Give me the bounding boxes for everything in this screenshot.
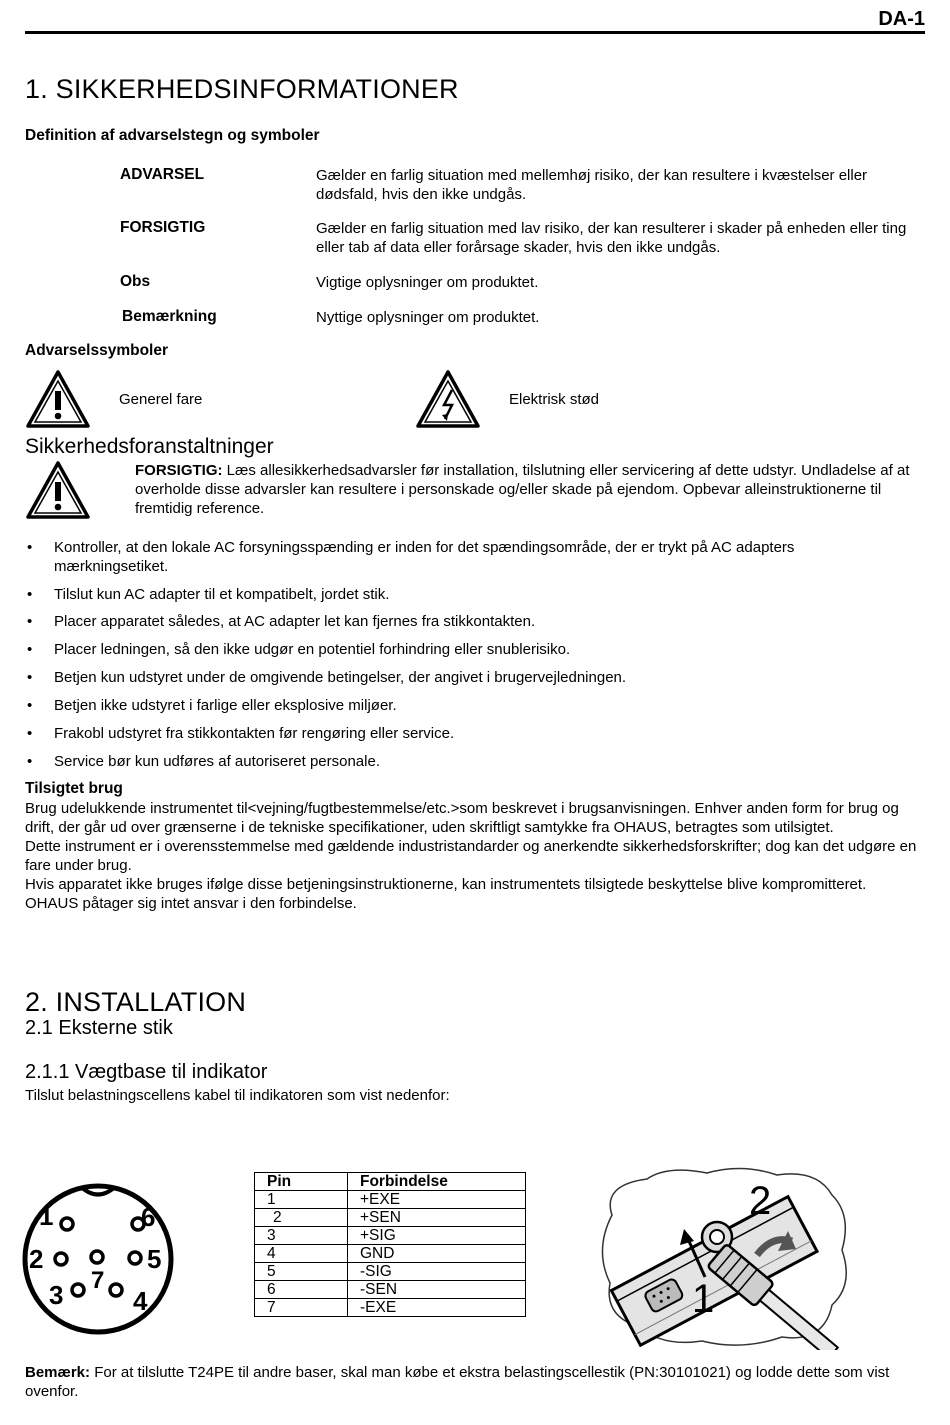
list-item: • Service bør kun udføres af autoriseret personale. [25,752,905,771]
connection-photo-illustration [592,1165,852,1350]
table-row [255,1227,526,1245]
connector-pin-5: 5 [147,1244,162,1274]
electric-shock-label: Elektrisk stød [509,391,600,408]
table-cell-connection: +SIG [348,1227,526,1245]
definition-term-forsigtig: FORSIGTIG [120,219,206,236]
note-label: Bemærk: [25,1364,91,1381]
table-cell-pin: 6 [255,1281,348,1299]
electric-shock-icon [415,369,481,429]
page-id: DA-1 [878,8,925,30]
definition-desc-advarsel: Gælder en farlig situation med mellemhøj risiko, der kan resultere i kvæstelser eller dødsfald, hvis den ikke undgås. [316,167,868,203]
list-item: • Placer apparatet således, at AC adapter let kan fjernes fra stikkontakten. [25,612,905,631]
list-item: • Tilslut kun AC adapter til et kompatibelt, jordet stik. [25,585,905,604]
definition-term-obs: Obs [120,273,151,290]
table-cell-connection: +EXE [348,1191,526,1209]
general-hazard-label: Generel fare [119,391,203,408]
caution-text: Læs allesikkerhedsadvarsler før installation, tilslutning eller servicering af dette udstyr. Undladelse af at overholde disse advarsler kan resultere i personskade og/eller skade på ejendom. Opbevar alleinstruktionerne til fremtidig reference. [135,462,910,517]
definition-desc-obs: Vigtige oplysninger om produktet. [316,274,539,291]
connector-pin-6: 6 [141,1202,156,1232]
table-header-row [255,1173,526,1191]
table-cell-connection: GND [348,1245,526,1263]
list-item: • Placer ledningen, så den ikke udgør en potentiel forhindring eller snublerisiko. [25,640,905,659]
table-row [255,1299,526,1317]
intended-use-paragraph-3: Hvis apparatet ikke bruges ifølge disse betjeningsinstruktionerne, kan instrumentets tilsigtede beskyttelse blive kompromitteret. OHAUS påtager sig intet ansvar i den forbindelse. [25,876,867,912]
definition-desc-bemaerkning: Nyttige oplysninger om produktet. [316,309,540,326]
pin-table [254,1172,526,1317]
table-cell-connection: +SEN [348,1209,526,1227]
caution-paragraph [135,461,925,518]
definitions-heading: Definition af advarselstegn og symboler [25,127,320,144]
definition-desc-forsigtig: Gælder en farlig situation med lav risiko, der kan resulterer i skader på enheden eller ting eller tab af data eller forårsage skader, hvis den ikke undgås. [316,220,907,256]
caution-hazard-icon [25,460,91,520]
photo-step-2: 2 [749,1179,772,1223]
table-row [255,1281,526,1299]
photo-step-1: 1 [692,1277,715,1321]
intended-use-paragraph-2: Dette instrument er i overensstemmelse med gældende industristandarder og anerkendte sikkerhedsforskrifter; dog kan det udgøre en fare under brug. [25,838,917,874]
intended-use-heading: Tilsigtet brug [25,780,123,797]
symbols-heading: Advarselssymboler [25,342,169,359]
installation-intro: Tilslut belastningscellens kabel til indikatoren som vist nedenfor: [25,1087,450,1104]
table-cell-connection: -SIG [348,1263,526,1281]
table-cell-connection: -SEN [348,1281,526,1299]
table-cell-pin: 3 [255,1227,348,1245]
table-row [255,1245,526,1263]
table-cell-pin: 7 [255,1299,348,1317]
connector-pin-3: 3 [49,1280,64,1310]
header-rule [25,31,925,34]
connector-pin-4: 4 [133,1286,148,1316]
caution-label: FORSIGTIG: [135,462,223,479]
section1-title: 1. SIKKERHEDSINFORMATIONER [25,74,459,104]
section2-1-title: 2.1 Eksterne stik [25,1017,173,1039]
connector-diagram [15,1174,181,1340]
table-header-connection: Forbindelse [348,1173,526,1191]
section2-title: 2. INSTALLATION [25,987,247,1017]
connector-pin-2: 2 [29,1244,44,1274]
connector-pin-7: 7 [91,1267,105,1294]
table-cell-pin: 1 [255,1191,348,1209]
table-cell-connection: -EXE [348,1299,526,1317]
note-text: For at tilslutte T24PE til andre baser, skal man købe et ekstra belastingscellestik (PN:30101021) og lodde dette som vist ovenfor. [25,1364,890,1400]
precautions-heading: Sikkerhedsforanstaltninger [25,435,274,458]
section2-1-1-title: 2.1.1 Vægtbase til indikator [25,1061,268,1083]
general-hazard-icon [25,369,91,429]
table-row [255,1263,526,1281]
table-row [255,1209,526,1227]
list-item: • Frakobl udstyret fra stikkontakten før rengøring eller service. [25,724,905,743]
connection-photo [592,1165,852,1350]
definition-term-advarsel: ADVARSEL [120,166,205,183]
table-header-pin: Pin [255,1173,348,1191]
intended-use-body [25,799,920,913]
table-cell-pin: 2 [255,1209,348,1227]
table-cell-pin: 5 [255,1263,348,1281]
precautions-list [25,538,905,771]
connector-pin-1: 1 [39,1201,54,1231]
list-item: • Betjen kun udstyret under de omgivende betingelser, der angivet i brugervejledningen. [25,668,905,687]
list-item: • Kontroller, at den lokale AC forsyningsspænding er inden for det spændingsområde, der er trykt på AC adapters mærkningsetiket. [25,538,905,576]
installation-note [25,1363,905,1401]
definition-term-bemaerkning: Bemærkning [122,308,217,325]
table-cell-pin: 4 [255,1245,348,1263]
list-item: • Betjen ikke udstyret i farlige eller eksplosive miljøer. [25,696,905,715]
table-row [255,1191,526,1209]
intended-use-paragraph-1: Brug udelukkende instrumentet til<vejning/fugtbestemmelse/etc.>som beskrevet i brugsanvisningen. Enhver anden form for brug og drift, der går ud over grænserne i de tekniske specifikationer, uden skriftligt samtykke fra OHAUS, betragtes som utilsigtet. [25,800,899,836]
